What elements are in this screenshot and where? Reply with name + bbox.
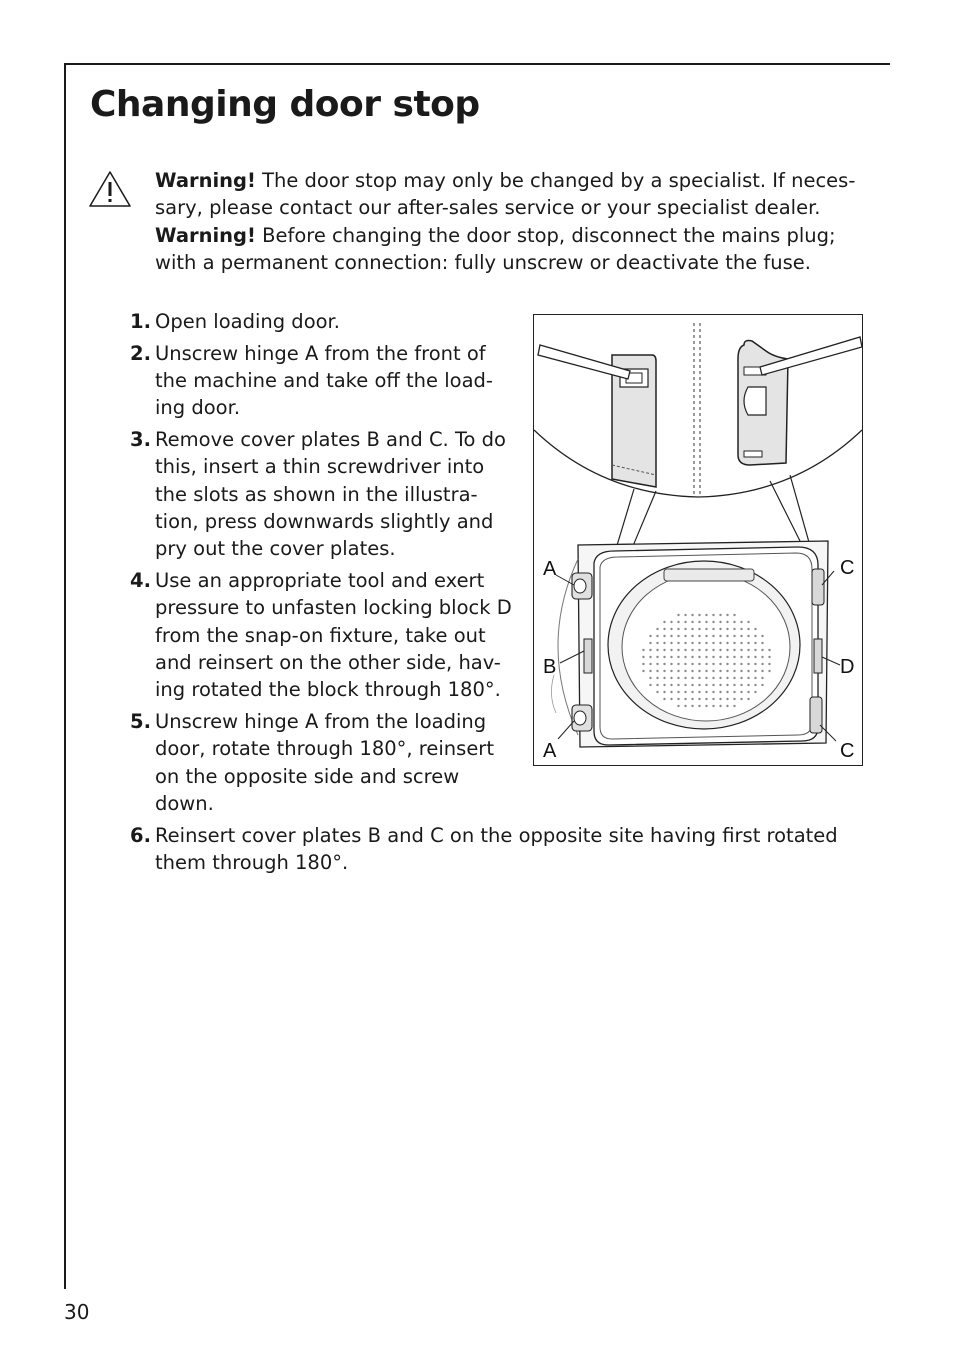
- perforation-dot: [677, 663, 679, 665]
- perforation-dot: [754, 635, 756, 637]
- perforation-dot: [705, 635, 707, 637]
- perforation-dot: [740, 649, 742, 651]
- perforation-dot: [747, 628, 749, 630]
- perforation-dot: [677, 705, 679, 707]
- perforation-dot: [719, 663, 721, 665]
- warning-triangle-icon: [88, 170, 132, 208]
- perforation-dot: [698, 621, 700, 623]
- perforation-dot: [684, 649, 686, 651]
- perforation-dot: [719, 614, 721, 616]
- perforation-dot: [740, 691, 742, 693]
- perforation-dot: [740, 670, 742, 672]
- step-text: Unscrew hinge A from the front of the machine and take off the load-ing door.: [155, 341, 493, 420]
- perforation-dot: [684, 628, 686, 630]
- perforation-dot: [761, 656, 763, 658]
- perforation-dot: [733, 670, 735, 672]
- perforation-dot: [684, 663, 686, 665]
- perforation-dot: [740, 635, 742, 637]
- perforation-dot: [691, 635, 693, 637]
- perforation-dot: [761, 684, 763, 686]
- perforation-dot: [691, 642, 693, 644]
- perforation-dot: [712, 635, 714, 637]
- perforation-dot: [719, 656, 721, 658]
- step-item: [130, 708, 515, 817]
- perforation-dot: [740, 642, 742, 644]
- perforation-dot: [712, 656, 714, 658]
- perforation-dot: [712, 663, 714, 665]
- label-hinge-a-top: A: [543, 558, 557, 580]
- perforation-dot: [719, 649, 721, 651]
- perforation-dot: [663, 663, 665, 665]
- perforation-dot: [740, 663, 742, 665]
- perforation-dot: [684, 684, 686, 686]
- perforation-dot: [684, 705, 686, 707]
- step-text: Use an appropriate tool and exert pressure to unfasten locking block D from the snap-on fixture, take out and reinsert on the other side, hav-ing rotated the block through 180°.: [155, 569, 512, 702]
- perforation-dot: [754, 684, 756, 686]
- perforation-dot: [670, 656, 672, 658]
- perforation-dot: [677, 621, 679, 623]
- perforation-dot: [754, 649, 756, 651]
- perforation-dot: [754, 656, 756, 658]
- perforation-dot: [670, 642, 672, 644]
- perforation-dot: [768, 663, 770, 665]
- perforation-dot: [698, 705, 700, 707]
- perforation-dot: [768, 670, 770, 672]
- perforation-dot: [691, 670, 693, 672]
- perforation-dot: [747, 621, 749, 623]
- perforation-dot: [684, 614, 686, 616]
- perforation-dot: [740, 628, 742, 630]
- door-stop-drawing: [534, 315, 862, 765]
- warning-text: The door stop may only be changed by a specialist. If neces-sary, please contact our after-sales service or your specialist dealer.: [155, 169, 856, 220]
- label-cover-plate-c-bottom: C: [840, 740, 855, 762]
- perforation-dot: [740, 621, 742, 623]
- perforation-dot: [698, 663, 700, 665]
- perforation-dot: [698, 698, 700, 700]
- perforation-dot: [691, 656, 693, 658]
- perforation-dot: [726, 705, 728, 707]
- perforation-dot: [733, 621, 735, 623]
- step-item: [130, 340, 515, 422]
- perforation-dot: [684, 670, 686, 672]
- perforation-dot: [698, 677, 700, 679]
- perforation-dot: [726, 649, 728, 651]
- perforation-dot: [649, 642, 651, 644]
- step-item: [130, 567, 515, 703]
- perforation-dot: [705, 670, 707, 672]
- perforation-dot: [768, 649, 770, 651]
- perforation-dot: [663, 684, 665, 686]
- page-frame-left-rule: [64, 63, 66, 1289]
- perforation-dot: [684, 642, 686, 644]
- step-number: 5.: [130, 710, 151, 734]
- perforation-dot: [670, 698, 672, 700]
- step-number: 1.: [130, 310, 151, 333]
- step-text: Unscrew hinge A from the loading door, rotate through 180°, reinsert on the opposite side and screw down.: [155, 710, 494, 816]
- perforation-dot: [677, 614, 679, 616]
- perforation-dot: [712, 705, 714, 707]
- perforation-dot: [663, 621, 665, 623]
- perforation-dot: [754, 670, 756, 672]
- perforation-dot: [733, 663, 735, 665]
- perforation-dot: [733, 684, 735, 686]
- perforation-dot: [726, 698, 728, 700]
- perforation-dot: [698, 635, 700, 637]
- perforation-dot: [677, 656, 679, 658]
- perforation-dot: [747, 649, 749, 651]
- perforation-dot: [698, 628, 700, 630]
- perforation-dot: [747, 642, 749, 644]
- perforation-dot: [691, 649, 693, 651]
- perforation-dot: [712, 649, 714, 651]
- perforation-dot: [705, 684, 707, 686]
- perforation-dot: [733, 614, 735, 616]
- perforation-dot: [663, 670, 665, 672]
- perforation-dot: [705, 705, 707, 707]
- perforation-dot: [663, 649, 665, 651]
- perforation-dot: [747, 677, 749, 679]
- perforation-dot: [649, 684, 651, 686]
- perforation-dot: [754, 663, 756, 665]
- perforation-dot: [691, 705, 693, 707]
- perforation-dot: [733, 691, 735, 693]
- step-number: 6.: [130, 823, 151, 847]
- perforation-dot: [649, 649, 651, 651]
- page-number: 30: [64, 1300, 90, 1324]
- perforation-dot: [656, 677, 658, 679]
- perforation-dot: [656, 656, 658, 658]
- perforation-dot: [761, 663, 763, 665]
- perforation-dot: [670, 621, 672, 623]
- perforation-dot: [705, 656, 707, 658]
- perforation-dot: [747, 698, 749, 700]
- perforation-dot: [649, 677, 651, 679]
- perforation-dot: [733, 705, 735, 707]
- warning-label: Warning!: [155, 169, 256, 192]
- warning-paragraph: [155, 167, 875, 222]
- perforation-dot: [733, 628, 735, 630]
- warning-block: [155, 167, 875, 276]
- step-item: [130, 308, 515, 335]
- perforation-dot: [726, 691, 728, 693]
- perforation-dot: [677, 642, 679, 644]
- perforation-dot: [691, 614, 693, 616]
- warning-label: Warning!: [155, 223, 256, 247]
- perforation-dot: [726, 628, 728, 630]
- perforation-dot: [649, 663, 651, 665]
- perforation-dot: [761, 642, 763, 644]
- door-stop-illustration: [533, 314, 863, 766]
- perforation-dot: [656, 649, 658, 651]
- perforation-dot: [740, 698, 742, 700]
- perforation-dot: [719, 677, 721, 679]
- label-locking-block-d: D: [840, 656, 855, 678]
- perforation-dot: [656, 635, 658, 637]
- perforation-dot: [705, 614, 707, 616]
- perforation-dot: [684, 677, 686, 679]
- perforation-dot: [642, 670, 644, 672]
- perforation-dot: [663, 628, 665, 630]
- perforation-dot: [691, 684, 693, 686]
- perforation-dot: [698, 670, 700, 672]
- perforation-dot: [705, 691, 707, 693]
- perforation-dot: [733, 635, 735, 637]
- perforation-dot: [719, 670, 721, 672]
- perforation-dot: [705, 677, 707, 679]
- perforation-dot: [656, 628, 658, 630]
- perforation-dot: [712, 684, 714, 686]
- perforation-dot: [684, 698, 686, 700]
- label-cover-plate-b: B: [543, 656, 557, 678]
- perforation-dot: [677, 649, 679, 651]
- warning-paragraph: [155, 222, 875, 277]
- perforation-dot: [733, 649, 735, 651]
- perforation-dot: [747, 663, 749, 665]
- perforation-dot: [712, 698, 714, 700]
- page-title: Changing door stop: [90, 84, 480, 125]
- perforation-dot: [698, 642, 700, 644]
- perforation-dot: [705, 663, 707, 665]
- perforation-dot: [726, 642, 728, 644]
- perforation-dot: [691, 628, 693, 630]
- perforation-dot: [677, 684, 679, 686]
- perforation-dot: [663, 691, 665, 693]
- perforation-dot: [642, 656, 644, 658]
- perforation-dot: [698, 691, 700, 693]
- perforation-dot: [733, 656, 735, 658]
- step-item: [130, 426, 515, 562]
- perforation-dot: [670, 663, 672, 665]
- perforation-dot: [642, 649, 644, 651]
- perforation-dot: [747, 656, 749, 658]
- perforation-dot: [677, 635, 679, 637]
- step-number: 2.: [130, 341, 151, 365]
- perforation-dot: [761, 670, 763, 672]
- perforation-dot: [670, 677, 672, 679]
- perforation-dot: [712, 614, 714, 616]
- perforation-dot: [670, 691, 672, 693]
- perforation-dot: [712, 677, 714, 679]
- perforation-dot: [726, 663, 728, 665]
- step-text: Reinsert cover plates B and C on the opposite site having first rotated them through 180°.: [155, 823, 838, 875]
- perforation-dot: [754, 677, 756, 679]
- perforation-dot: [712, 642, 714, 644]
- perforation-dot: [705, 649, 707, 651]
- perforation-dot: [684, 621, 686, 623]
- perforation-dot: [663, 677, 665, 679]
- perforation-dot: [726, 656, 728, 658]
- perforation-dot: [719, 621, 721, 623]
- machine-front-view: [551, 541, 840, 747]
- label-hinge-a-bottom: A: [543, 740, 557, 762]
- perforation-dot: [761, 649, 763, 651]
- perforation-dot: [684, 691, 686, 693]
- perforation-dot: [719, 705, 721, 707]
- perforation-dot: [747, 670, 749, 672]
- perforation-dot: [726, 635, 728, 637]
- perforation-dot: [719, 698, 721, 700]
- perforation-dot: [663, 698, 665, 700]
- perforation-dot: [698, 656, 700, 658]
- perforation-dot: [698, 614, 700, 616]
- perforation-dot: [768, 656, 770, 658]
- perforation-dot: [719, 628, 721, 630]
- perforation-dot: [663, 656, 665, 658]
- perforation-dot: [656, 642, 658, 644]
- perforation-dot: [642, 663, 644, 665]
- perforation-dot: [747, 684, 749, 686]
- page-frame-top-rule: [64, 63, 890, 65]
- perforation-dot: [670, 628, 672, 630]
- perforation-dot: [677, 677, 679, 679]
- perforation-dot: [733, 642, 735, 644]
- perforation-dot: [712, 670, 714, 672]
- perforation-dot: [670, 635, 672, 637]
- perforation-dot: [677, 628, 679, 630]
- step-text: Open loading door.: [155, 310, 340, 333]
- perforation-dot: [747, 635, 749, 637]
- perforation-dot: [656, 663, 658, 665]
- step-number: 3.: [130, 428, 151, 452]
- perforation-dot: [761, 635, 763, 637]
- perforation-dot: [677, 698, 679, 700]
- perforation-dot: [754, 628, 756, 630]
- perforation-dot: [719, 635, 721, 637]
- perforation-dot: [670, 649, 672, 651]
- perforation-dot: [705, 642, 707, 644]
- perforation-dot: [705, 698, 707, 700]
- perforation-dot: [754, 691, 756, 693]
- perforation-dot: [761, 677, 763, 679]
- perforation-dot: [705, 621, 707, 623]
- perforation-dot: [677, 691, 679, 693]
- perforation-dot: [670, 670, 672, 672]
- perforation-dot: [719, 642, 721, 644]
- perforation-dot: [656, 684, 658, 686]
- perforation-dot: [663, 642, 665, 644]
- perforation-dot: [656, 670, 658, 672]
- detail-view: [538, 323, 862, 497]
- label-cover-plate-c-top: C: [840, 557, 855, 579]
- perforation-dot: [691, 663, 693, 665]
- perforation-dot: [726, 684, 728, 686]
- perforation-dot: [754, 642, 756, 644]
- perforation-dot: [726, 614, 728, 616]
- perforation-dot: [733, 698, 735, 700]
- perforation-dot: [740, 684, 742, 686]
- perforation-dot: [740, 677, 742, 679]
- perforation-dot: [670, 684, 672, 686]
- perforation-dot: [712, 621, 714, 623]
- warning-text: Before changing the door stop, disconnect the mains plug; with a permanent connection: fully unscrew or deactivate the fuse.: [155, 223, 836, 274]
- perforation-dot: [656, 691, 658, 693]
- perforation-dot: [698, 684, 700, 686]
- perforation-dot: [719, 691, 721, 693]
- perforation-dot: [747, 691, 749, 693]
- step-item: [130, 822, 855, 877]
- perforation-dot: [705, 628, 707, 630]
- perforation-dot: [649, 670, 651, 672]
- step-text: Remove cover plates B and C. To do this, insert a thin screwdriver into the slots as shown in the illustra-tion, press downwards slightly and pry out the cover plates.: [155, 428, 506, 561]
- perforation-dot: [726, 677, 728, 679]
- step-number: 4.: [130, 569, 151, 593]
- perforation-dot: [684, 656, 686, 658]
- perforation-dot: [726, 670, 728, 672]
- perforation-dot: [719, 684, 721, 686]
- perforation-dot: [726, 621, 728, 623]
- perforation-dot: [677, 670, 679, 672]
- perforation-dot: [691, 691, 693, 693]
- perforation-dot: [691, 621, 693, 623]
- perforation-dot: [712, 691, 714, 693]
- perforation-dot: [712, 628, 714, 630]
- perforation-dot: [740, 656, 742, 658]
- perforation-dot: [698, 649, 700, 651]
- perforation-dot: [733, 677, 735, 679]
- perforation-dot: [649, 635, 651, 637]
- perforation-dot: [691, 677, 693, 679]
- perforation-dot: [663, 635, 665, 637]
- perforation-dot: [691, 698, 693, 700]
- perforation-dot: [649, 656, 651, 658]
- perforation-dot: [684, 635, 686, 637]
